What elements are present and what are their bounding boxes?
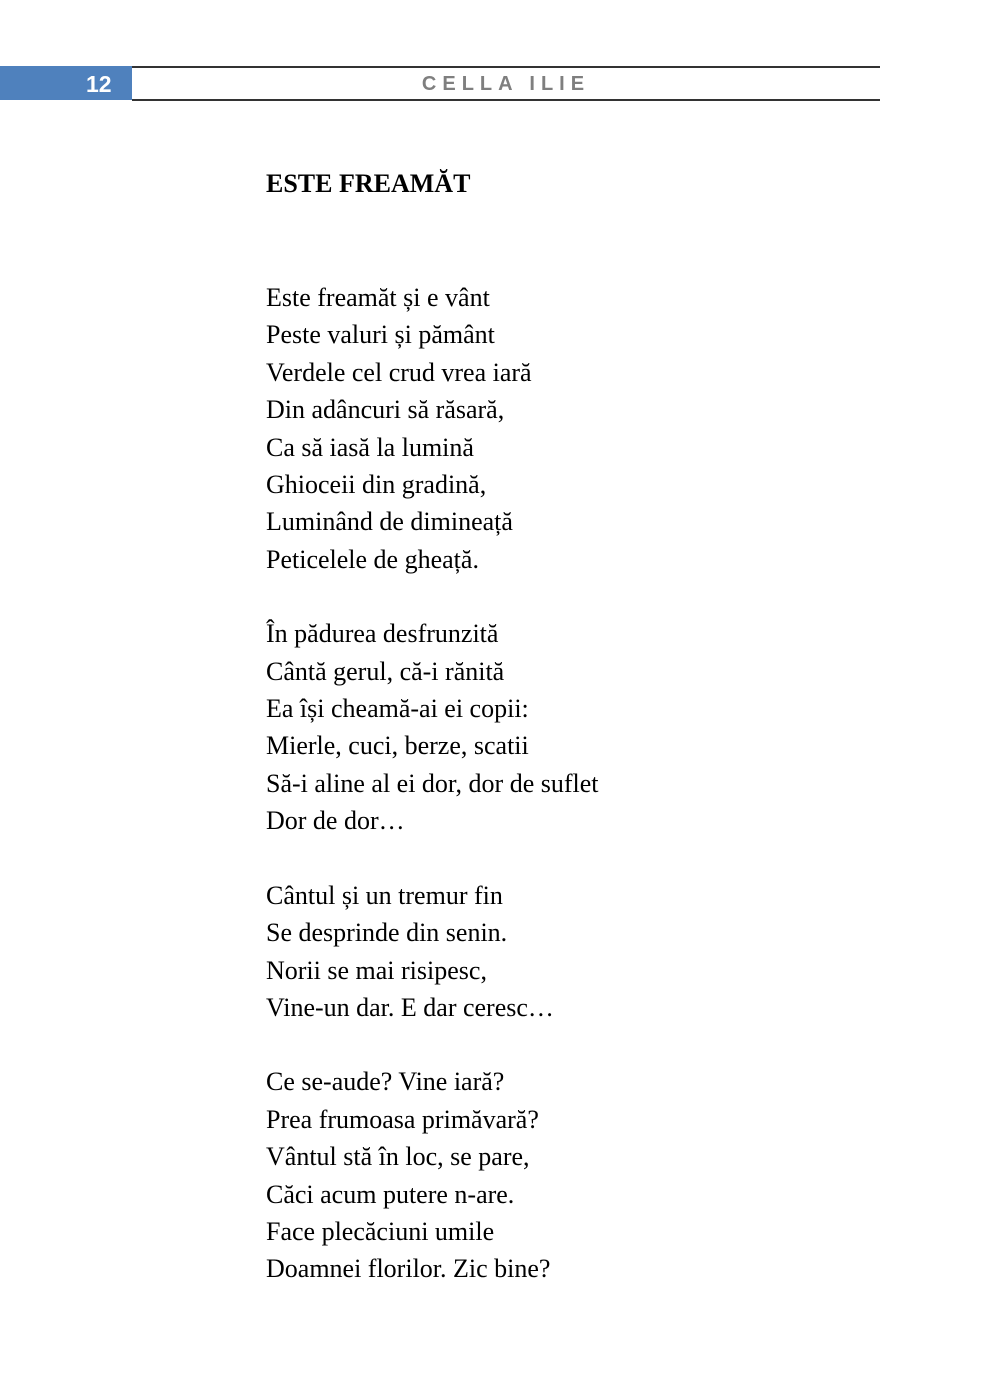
poem-line: Dor de dor… <box>266 806 405 836</box>
running-header-author: CELLA ILIE <box>421 73 591 95</box>
poem-line: Cântă gerul, că-i rănită <box>266 656 505 686</box>
poem-line: Peste valuri și pământ <box>266 320 495 350</box>
poem-line: Cântul și un tremur fin <box>266 880 503 910</box>
poem-line: Mierle, cuci, berze, scatii <box>266 731 529 761</box>
stanza <box>266 1063 866 1287</box>
stanza <box>266 279 866 578</box>
page-number: 12 <box>86 71 112 97</box>
poem-line: Se desprinde din senin. <box>266 918 508 948</box>
poem-line: Ce se-aude? Vine iară? <box>266 1067 505 1097</box>
poem-line: Verdele cel crud vrea iară <box>266 357 532 387</box>
poem-line: Să-i aline al ei dor, dor de suflet <box>266 768 599 798</box>
poem-line: Căci acum putere n-are. <box>266 1179 515 1209</box>
stanza <box>266 877 866 1027</box>
poem-line: Peticelele de gheață. <box>266 544 479 574</box>
stanza <box>266 615 866 839</box>
page-number-box <box>0 66 132 100</box>
poem-line: Ghioceii din gradină, <box>266 470 487 500</box>
header-rule-top <box>132 66 880 68</box>
poem-body <box>266 279 866 1325</box>
poem-line: Face plecăciuni umile <box>266 1216 495 1246</box>
poem-line: Vine-un dar. E dar ceresc… <box>266 992 554 1022</box>
poem-line: Prea frumoasa primăvară? <box>266 1104 539 1134</box>
poem-line: Este freamăt și e vânt <box>266 283 490 312</box>
header-rule-bottom <box>132 99 880 101</box>
poem-line: În pădurea desfrunzită <box>266 619 499 649</box>
poem-line: Ea își cheamă-ai ei copii: <box>266 694 529 724</box>
poem-line: Luminând de dimineață <box>266 507 513 537</box>
poem-line: Ca să iasă la lumină <box>266 432 474 462</box>
poem-line: Vântul stă în loc, se pare, <box>266 1142 530 1172</box>
poem-line: Doamnei florilor. Zic bine? <box>266 1254 551 1284</box>
page-header <box>0 66 880 102</box>
poem-line: Norii se mai risipesc, <box>266 955 487 985</box>
poem-line: Din adâncuri să răsară, <box>266 395 505 425</box>
poem-title: ESTE FREAMĂT <box>266 169 471 198</box>
